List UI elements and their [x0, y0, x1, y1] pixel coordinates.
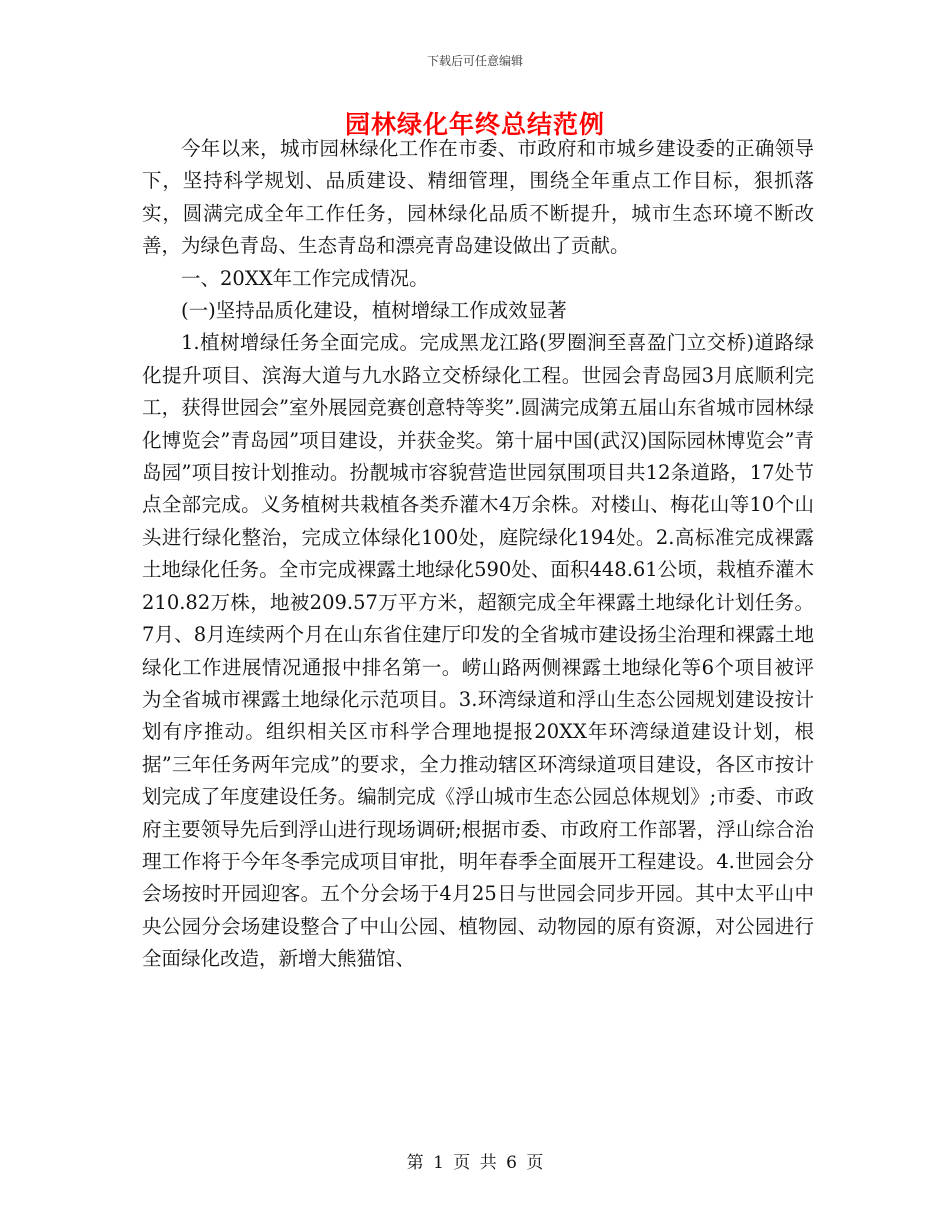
paragraph-intro: 今年以来，城市园林绿化工作在市委、市政府和市城乡建设委的正确领导下，坚持科学规划、品质建设、精细管理，围绕全年重点工作目标，狠抓落实，圆满完成全年工作任务，园林绿化品质不断提升，城市生态环境不断改善，为绿色青岛、生态青岛和漂亮青岛建设做出了贡献。 — [142, 137, 814, 258]
paragraph-subsection-heading: (一)坚持品质化建设，植树增绿工作成效显著 — [181, 299, 567, 323]
paragraph-details: 1.植树增绿任务全面完成。完成黑龙江路(罗圈涧至喜盈门立交桥)道路绿化提升项目、滨海大道与九水路立交桥绿化工程。世园会青岛园3月底顺利完工，获得世园会”室外展园竞赛创意特等奖”.圆满完成第五届山东省城市园林绿化博览会”青岛园”项目建设，并获金奖。第十届中国(武汉)国际园林博览会”青岛园”项目按计划推动。扮靓城市容貌营造世园氛围项目共12条道路，17处节点全部完成。义务植树共栽植各类乔灌木4万余株。对楼山、梅花山等10个山头进行绿化整治，完成立体绿化100处，庭院绿化194处。2.高标准完成裸露土地绿化任务。全市完成裸露土地绿化590处、面积448.61公顷，栽植乔灌木210.82万株，地被209.57万平方米，超额完成全年裸露土地绿化计划任务。7月、8月连续两个月在山东省住建厅印发的全省城市建设扬尘治理和裸露土地绿化工作进展情况通报中排名第一。崂山路两侧裸露土地绿化等6个项目被评为全省城市裸露土地绿化示范项目。3.环湾绿道和浮山生态公园规划建设按计划有序推动。组织相关区市科学合理地提报20XX年环湾绿道建设计划，根据”三年任务两年完成”的要求，全力推动辖区环湾绿道项目建设，各区市按计划完成了年度建设任务。编制完成《浮山城市生态公园总体规划》;市委、市政府主要领导先后到浮山进行现场调研;根据市委、市政府工作部署，浮山综合治理工作将于今年冬季完成项目审批，明年春季全面展开工程建设。4.世园会分会场按时开园迎客。五个分会场于4月25日与世园会同步开园。其中太平山中央公园分会场建设整合了中山公园、植物园、动物园的原有资源，对公园进行全面绿化改造，新增大熊猫馆、 — [142, 331, 814, 971]
document-title: 园林绿化年终总结范例 — [344, 110, 605, 139]
page-header-note: 下载后可任意编辑 — [426, 54, 523, 68]
document-body — [142, 133, 814, 976]
page-number: 第 1 页 共 6 页 — [406, 1153, 544, 1173]
paragraph-section-heading: 一、20XX年工作完成情况。 — [181, 266, 429, 290]
